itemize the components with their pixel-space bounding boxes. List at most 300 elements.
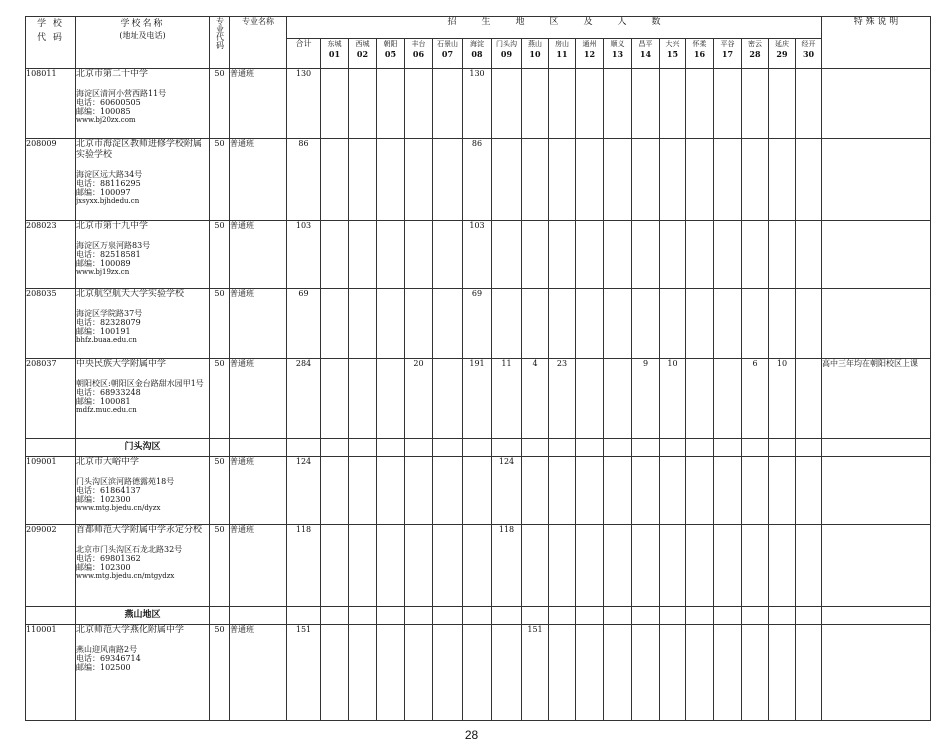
district-count-cell: [576, 457, 604, 525]
district-count-cell: 9: [632, 359, 660, 439]
district-count-cell: 103: [463, 221, 492, 289]
district-count-cell: 124: [492, 457, 522, 525]
district-count-cell: [796, 139, 822, 221]
district-count-cell: [349, 359, 377, 439]
district-count-cell: [742, 69, 769, 139]
district-count-cell: [492, 139, 522, 221]
school-info-cell: [76, 289, 210, 359]
school-name: 北京师范大学燕化附属中学: [76, 625, 185, 635]
district-count-cell: [632, 457, 660, 525]
header-district: 通州 12: [576, 39, 604, 69]
section-blank: [230, 439, 287, 457]
school-website: jxsyxx.bjhdedu.cn: [76, 197, 140, 205]
district-count-cell: [377, 289, 405, 359]
header-district: 昌平 14: [632, 39, 660, 69]
section-blank: [522, 439, 549, 457]
district-count-cell: [686, 359, 714, 439]
district-count-cell: [604, 289, 632, 359]
header-district: 石景山 07: [433, 39, 463, 69]
district-count-cell: [433, 525, 463, 607]
section-blank: [349, 439, 377, 457]
district-count-cell: 6: [742, 359, 769, 439]
section-blank: [714, 607, 742, 625]
header-major-code: 专业代码: [210, 17, 230, 69]
section-blank: [463, 607, 492, 625]
school-name: 北京航空航天大学实验学校: [76, 289, 185, 299]
section-blank: [604, 439, 632, 457]
district-count-cell: [714, 289, 742, 359]
district-count-cell: 118: [492, 525, 522, 607]
district-count-cell: [576, 289, 604, 359]
school-website: www.bj19zx.cn: [76, 268, 130, 276]
district-count-cell: [632, 525, 660, 607]
district-count-cell: [377, 625, 405, 721]
district-count-cell: [714, 457, 742, 525]
school-postcode: 邮编：100081: [76, 397, 131, 406]
school-code-cell: 109001: [26, 457, 76, 525]
district-count-cell: [660, 289, 686, 359]
major-code-cell: 50: [210, 221, 230, 289]
page-number: 28: [464, 728, 479, 742]
district-count-cell: 11: [492, 359, 522, 439]
school-phone: 电话：68933248: [76, 388, 141, 397]
major-name-cell: 普通班: [230, 221, 287, 289]
section-blank: [463, 439, 492, 457]
header-district: 怀柔 16: [686, 39, 714, 69]
total-cell: 103: [287, 221, 321, 289]
district-count-cell: [377, 525, 405, 607]
special-note-cell: [822, 289, 931, 359]
major-name-cell: 普通班: [230, 139, 287, 221]
section-blank: [349, 607, 377, 625]
total-cell: 124: [287, 457, 321, 525]
section-row: [26, 607, 931, 625]
district-count-cell: [632, 289, 660, 359]
district-count-cell: [769, 69, 796, 139]
section-blank: [210, 607, 230, 625]
header-district: 东城 01: [321, 39, 349, 69]
section-blank: [377, 607, 405, 625]
district-count-cell: [604, 139, 632, 221]
district-count-cell: [632, 625, 660, 721]
total-cell: 86: [287, 139, 321, 221]
district-count-cell: [377, 457, 405, 525]
district-count-cell: 69: [463, 289, 492, 359]
enrollment-table: [25, 16, 931, 721]
special-note-cell: 高中三年均在朝阳校区上课: [822, 359, 931, 439]
section-blank: [660, 607, 686, 625]
district-count-cell: [604, 221, 632, 289]
district-count-cell: [522, 69, 549, 139]
district-count-cell: [377, 221, 405, 289]
major-code-cell: 50: [210, 139, 230, 221]
school-website: mdfz.muc.edu.cn: [76, 406, 137, 414]
district-count-cell: [433, 359, 463, 439]
major-code-cell: 50: [210, 289, 230, 359]
school-code-cell: 209002: [26, 525, 76, 607]
school-phone: 电话：88116295: [76, 179, 141, 188]
district-count-cell: [796, 457, 822, 525]
district-count-cell: [632, 69, 660, 139]
section-blank: [405, 439, 433, 457]
special-note-cell: [822, 139, 931, 221]
section-blank: [26, 439, 76, 457]
total-cell: 284: [287, 359, 321, 439]
district-count-cell: [321, 359, 349, 439]
district-count-cell: [522, 525, 549, 607]
major-name-cell: 普通班: [230, 69, 287, 139]
district-count-cell: [660, 457, 686, 525]
district-count-cell: [576, 359, 604, 439]
district-count-cell: [604, 525, 632, 607]
district-count-cell: [604, 359, 632, 439]
district-count-cell: [714, 625, 742, 721]
district-count-cell: [769, 289, 796, 359]
header-district: 房山 11: [549, 39, 576, 69]
school-code-cell: 208023: [26, 221, 76, 289]
school-name: 北京市第十九中学: [76, 221, 149, 231]
district-count-cell: [349, 289, 377, 359]
district-count-cell: [576, 139, 604, 221]
header-district: 丰台 06: [405, 39, 433, 69]
header-school-code: 学 校 代 码: [26, 17, 76, 69]
school-name: 北京市第二十中学: [76, 69, 149, 79]
district-count-cell: 4: [522, 359, 549, 439]
section-blank: [796, 439, 822, 457]
section-blank: [230, 607, 287, 625]
district-count-cell: [321, 525, 349, 607]
school-phone: 电话：60600505: [76, 98, 141, 107]
section-blank: [714, 439, 742, 457]
district-count-cell: [321, 69, 349, 139]
district-count-cell: [714, 525, 742, 607]
header-district: 大兴 15: [660, 39, 686, 69]
section-blank: [433, 607, 463, 625]
section-row: [26, 439, 931, 457]
school-postcode: 邮编：102500: [76, 663, 131, 672]
district-count-cell: [769, 625, 796, 721]
table-row: [26, 457, 931, 525]
district-count-cell: [742, 457, 769, 525]
district-count-cell: [349, 221, 377, 289]
table-row: [26, 625, 931, 721]
district-count-cell: [463, 525, 492, 607]
major-code-cell: 50: [210, 525, 230, 607]
school-info-cell: [76, 139, 210, 221]
district-count-cell: [349, 457, 377, 525]
header-district: 密云 28: [742, 39, 769, 69]
district-count-cell: [604, 457, 632, 525]
major-name-cell: 普通班: [230, 625, 287, 721]
district-count-cell: [576, 221, 604, 289]
total-cell: 130: [287, 69, 321, 139]
section-title: 燕山地区: [76, 607, 210, 625]
district-count-cell: [349, 625, 377, 721]
section-blank: [796, 607, 822, 625]
district-count-cell: [433, 625, 463, 721]
school-postcode: 邮编：100097: [76, 188, 131, 197]
table-row: [26, 525, 931, 607]
header-district: 门头沟 09: [492, 39, 522, 69]
school-postcode: 邮编：100085: [76, 107, 131, 116]
table-row: [26, 221, 931, 289]
district-count-cell: [405, 625, 433, 721]
major-code-cell: 50: [210, 457, 230, 525]
major-name-cell: 普通班: [230, 359, 287, 439]
district-count-cell: [405, 221, 433, 289]
district-count-cell: [796, 525, 822, 607]
school-address: 燕山迎风南路2号: [76, 645, 138, 654]
district-count-cell: [549, 525, 576, 607]
school-phone: 电话：82518581: [76, 250, 141, 259]
district-count-cell: [433, 457, 463, 525]
major-name-cell: 普通班: [230, 289, 287, 359]
school-website: www.bj20zx.com: [76, 116, 136, 124]
district-count-cell: [796, 69, 822, 139]
district-count-cell: 191: [463, 359, 492, 439]
major-code-cell: 50: [210, 625, 230, 721]
school-code-cell: 108011: [26, 69, 76, 139]
school-postcode: 邮编：100089: [76, 259, 131, 268]
section-blank: [492, 439, 522, 457]
district-count-cell: [660, 525, 686, 607]
district-count-cell: [405, 289, 433, 359]
district-count-cell: [769, 457, 796, 525]
school-code-cell: 208037: [26, 359, 76, 439]
district-count-cell: 86: [463, 139, 492, 221]
school-address: 海淀区学院路37号: [76, 309, 143, 318]
major-name-cell: 普通班: [230, 457, 287, 525]
school-postcode: 邮编：102300: [76, 495, 131, 504]
district-count-cell: 10: [660, 359, 686, 439]
header-district: 西城 02: [349, 39, 377, 69]
section-blank: [686, 607, 714, 625]
district-count-cell: [796, 359, 822, 439]
header-school-name: 学校名称 (地址及电话): [76, 17, 210, 69]
section-blank: [632, 607, 660, 625]
school-postcode: 邮编：100191: [76, 327, 131, 336]
school-name: 中央民族大学附属中学: [76, 359, 167, 369]
section-blank: [549, 607, 576, 625]
header-major-name: 专业名称: [230, 17, 287, 69]
district-count-cell: [549, 221, 576, 289]
district-count-cell: [769, 525, 796, 607]
district-count-cell: [463, 625, 492, 721]
header-district: 朝阳 05: [377, 39, 405, 69]
district-count-cell: 23: [549, 359, 576, 439]
section-blank: [321, 439, 349, 457]
district-count-cell: [433, 221, 463, 289]
school-info-cell: [76, 69, 210, 139]
school-name: 首都师范大学附属中学永定分校: [76, 525, 203, 535]
section-blank: [522, 607, 549, 625]
school-address: 朝阳校区:朝阳区金台路甜水园甲1号: [76, 379, 204, 388]
total-cell: 69: [287, 289, 321, 359]
district-count-cell: [742, 221, 769, 289]
district-count-cell: [463, 457, 492, 525]
school-website: www.mtg.bjedu.cn/mtgydzx: [76, 572, 175, 580]
school-info-cell: [76, 359, 210, 439]
section-blank: [210, 439, 230, 457]
district-count-cell: [742, 139, 769, 221]
district-count-cell: 20: [405, 359, 433, 439]
district-count-cell: [405, 69, 433, 139]
district-count-cell: [796, 221, 822, 289]
school-code-cell: 208009: [26, 139, 76, 221]
district-count-cell: [377, 359, 405, 439]
section-blank: [822, 439, 931, 457]
district-count-cell: [492, 289, 522, 359]
district-count-cell: [405, 139, 433, 221]
district-count-cell: [769, 221, 796, 289]
district-count-cell: [321, 289, 349, 359]
header-district: 燕山 10: [522, 39, 549, 69]
major-code-cell: 50: [210, 359, 230, 439]
header-recruit-title: 招 生 地 区 及 人 数: [287, 17, 822, 39]
school-phone: 电话：61864137: [76, 486, 141, 495]
district-count-cell: [549, 625, 576, 721]
school-website: bhfz.buaa.edu.cn: [76, 336, 137, 344]
school-info-cell: [76, 625, 210, 721]
table-row: [26, 69, 931, 139]
section-blank: [769, 439, 796, 457]
district-count-cell: [549, 457, 576, 525]
school-phone: 电话：82328079: [76, 318, 141, 327]
district-count-cell: [492, 625, 522, 721]
section-blank: [377, 439, 405, 457]
special-note-cell: [822, 221, 931, 289]
section-blank: [287, 607, 321, 625]
header-district: 顺义 13: [604, 39, 632, 69]
district-count-cell: [714, 69, 742, 139]
school-info-cell: [76, 457, 210, 525]
section-blank: [632, 439, 660, 457]
header-total: 合计: [287, 39, 321, 69]
district-count-cell: [522, 457, 549, 525]
section-blank: [660, 439, 686, 457]
header-district: 延庆 29: [769, 39, 796, 69]
header-district: 经开 30: [796, 39, 822, 69]
section-blank: [576, 439, 604, 457]
header-row-1: [26, 17, 931, 39]
school-address: 海淀区万泉河路83号: [76, 241, 151, 250]
district-count-cell: [604, 625, 632, 721]
header-special-note: 特 殊 说 明: [822, 17, 931, 69]
district-count-cell: [660, 139, 686, 221]
school-info-cell: [76, 525, 210, 607]
district-count-cell: [714, 139, 742, 221]
district-count-cell: [742, 289, 769, 359]
district-count-cell: 130: [463, 69, 492, 139]
district-count-cell: [686, 69, 714, 139]
total-cell: 151: [287, 625, 321, 721]
district-count-cell: [433, 69, 463, 139]
total-cell: 118: [287, 525, 321, 607]
major-code-cell: 50: [210, 69, 230, 139]
section-blank: [549, 439, 576, 457]
district-count-cell: [742, 625, 769, 721]
district-count-cell: [686, 525, 714, 607]
special-note-cell: [822, 69, 931, 139]
district-count-cell: [522, 221, 549, 289]
district-count-cell: [549, 139, 576, 221]
district-count-cell: [686, 457, 714, 525]
district-count-cell: [549, 69, 576, 139]
special-note-cell: [822, 457, 931, 525]
school-address: 海淀区清河小营西路11号: [76, 89, 167, 98]
special-note-cell: [822, 625, 931, 721]
district-count-cell: [405, 457, 433, 525]
header-district: 平谷 17: [714, 39, 742, 69]
district-count-cell: [349, 525, 377, 607]
district-count-cell: [660, 625, 686, 721]
school-address: 门头沟区滨河路德露苑18号: [76, 477, 175, 486]
school-phone: 电话：69346714: [76, 654, 141, 663]
district-count-cell: [549, 289, 576, 359]
district-count-cell: [433, 139, 463, 221]
school-phone: 电话：69801362: [76, 554, 141, 563]
district-count-cell: [522, 289, 549, 359]
section-blank: [321, 607, 349, 625]
school-name: 北京市大峪中学: [76, 457, 140, 467]
table-body: [26, 69, 931, 721]
table-row: [26, 289, 931, 359]
district-count-cell: [796, 289, 822, 359]
school-code-cell: 208035: [26, 289, 76, 359]
district-count-cell: 10: [769, 359, 796, 439]
district-count-cell: [321, 221, 349, 289]
school-info-cell: [76, 221, 210, 289]
district-count-cell: [686, 221, 714, 289]
district-count-cell: [769, 139, 796, 221]
school-name: 北京市海淀区教师进修学校附属实验学校: [76, 139, 203, 160]
district-count-cell: [321, 139, 349, 221]
district-count-cell: [321, 457, 349, 525]
district-count-cell: [686, 625, 714, 721]
section-blank: [26, 607, 76, 625]
district-count-cell: [576, 525, 604, 607]
table-row: [26, 359, 931, 439]
district-count-cell: [576, 625, 604, 721]
district-count-cell: [632, 221, 660, 289]
district-count-cell: [377, 139, 405, 221]
district-count-cell: [742, 525, 769, 607]
special-note-cell: [822, 525, 931, 607]
school-postcode: 邮编：102300: [76, 563, 131, 572]
district-count-cell: [714, 221, 742, 289]
section-blank: [287, 439, 321, 457]
school-code-cell: 110001: [26, 625, 76, 721]
school-address: 海淀区远大路34号: [76, 170, 143, 179]
district-count-cell: [377, 69, 405, 139]
section-blank: [405, 607, 433, 625]
district-count-cell: [660, 221, 686, 289]
table-row: [26, 139, 931, 221]
section-title: 门头沟区: [76, 439, 210, 457]
district-count-cell: [492, 221, 522, 289]
district-count-cell: [660, 69, 686, 139]
header-district: 海淀 08: [463, 39, 492, 69]
district-count-cell: 151: [522, 625, 549, 721]
section-blank: [769, 607, 796, 625]
district-count-cell: [714, 359, 742, 439]
school-address: 北京市门头沟区石龙北路32号: [76, 545, 183, 554]
district-count-cell: [522, 139, 549, 221]
section-blank: [742, 607, 769, 625]
section-blank: [604, 607, 632, 625]
district-count-cell: [405, 525, 433, 607]
district-count-cell: [433, 289, 463, 359]
